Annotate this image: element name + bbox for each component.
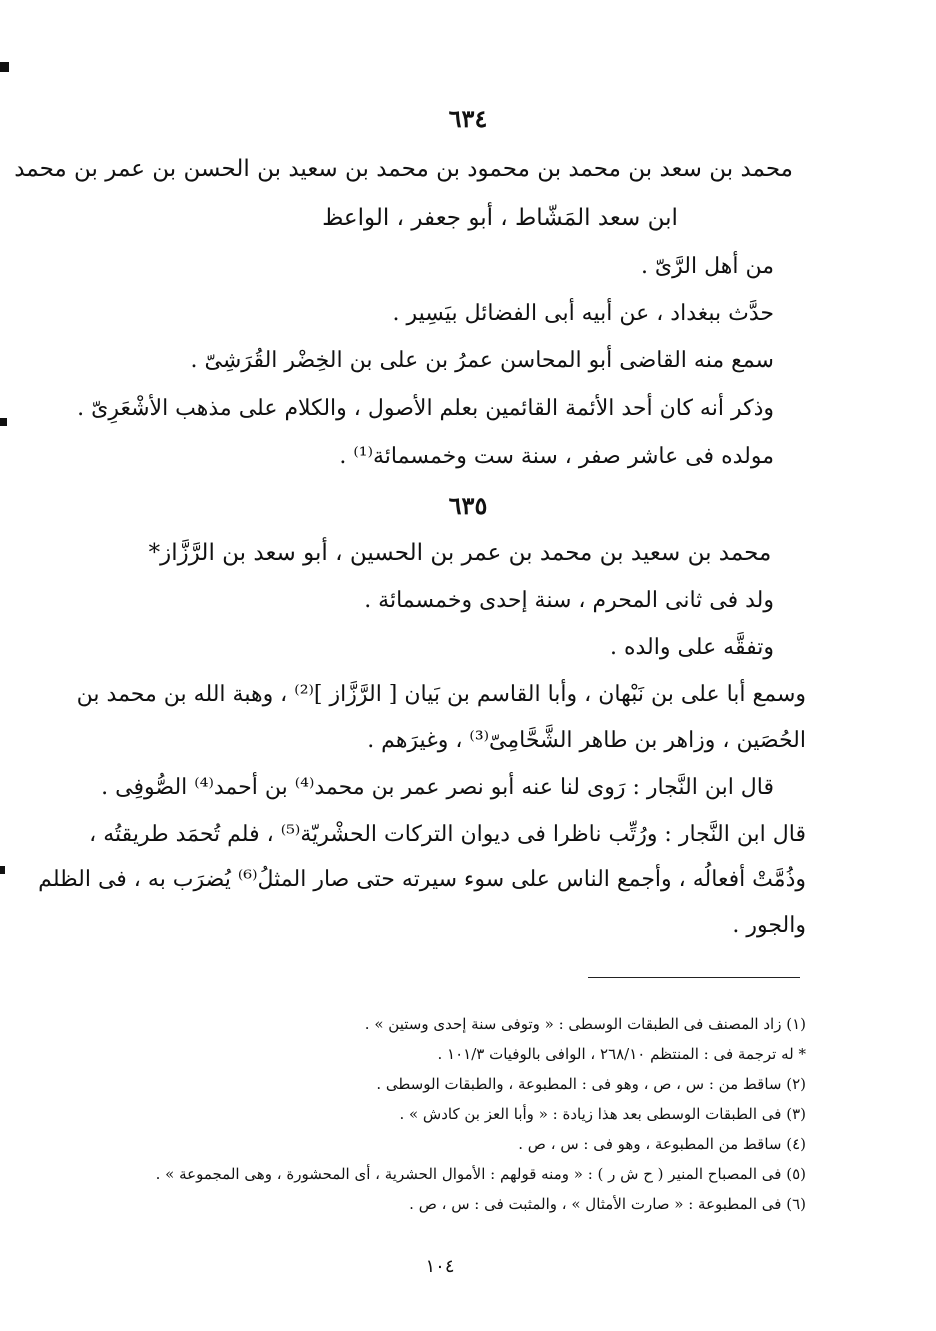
footnote: (٥) فى المصباح المنير ( ح ش ر ) : « ومنه قولهم : الأموال الحشرية ، أى المحشورة ، وهى المجموعة » . — [155, 1165, 806, 1183]
body-paragraph: الحُصَين ، وزاهر بن طاهر الشَّحَّامِىّ⁽³⁾ ، وغيرَهم . — [367, 728, 806, 753]
entry-title: محمد بن سعد بن محمد بن محمود بن محمد بن سعيد بن الحسن بن عمر بن محمد — [14, 156, 793, 182]
footnote-separator — [588, 977, 800, 978]
scan-mark — [0, 866, 5, 874]
page-number: ١٠٤ — [425, 1256, 455, 1277]
footnote: (٣) فى الطبقات الوسطى بعد هذا زيادة : « وأبا العز بن كادش » . — [399, 1105, 806, 1123]
footnote: (٢) ساقط من : س ، ص ، وهو فى : المطبوعة ، والطبقات الوسطى . — [376, 1075, 806, 1093]
body-paragraph: حدَّث ببغداد ، عن أبيه أبى الفضائل بيَسِير . — [392, 301, 774, 326]
body-paragraph: وذُمَّتْ أفعالُه ، وأجمع الناس على سوء سيرته حتى صار المثلُ⁽⁶⁾ يُضرَب به ، فى الظلم — [38, 867, 806, 892]
body-paragraph: والجور . — [732, 913, 806, 938]
entry-number: ٦٣٥ — [448, 491, 488, 520]
body-paragraph: ولد فى ثانى المحرم ، سنة إحدى وخمسمائة . — [364, 588, 774, 613]
entry-title: ابن سعد المَشّاط ، أبو جعفر ، الواعظ — [322, 205, 678, 231]
scan-mark — [0, 418, 7, 426]
body-paragraph: سمع منه القاضى أبو المحاسن عمرُ بن على بن الخِضْر القُرَشِىّ . — [190, 348, 774, 373]
body-paragraph: وسمع أبا على بن نَبْهان ، وأبا القاسم بن بَيان [ الرَّزَّاز ]⁽²⁾ ، وهبة الله بن محمد بن — [76, 682, 806, 707]
body-paragraph: قال ابن النَّجار : ورُتِّب ناظرا فى ديوان التركات الحشْريّة⁽⁵⁾ ، فلم تُحمَد طريقتُه ، — [89, 822, 806, 847]
body-paragraph: من أهل الرَّىّ . — [640, 254, 774, 279]
scan-mark — [0, 62, 9, 72]
footnote: (٤) ساقط من المطبوعة ، وهو فى : س ، ص . — [518, 1135, 806, 1153]
footnote: * له ترجمة فى : المنتظم ٢٦٨/١٠ ، الوافى بالوفيات ١٠١/٣ . — [437, 1045, 806, 1063]
body-paragraph: وذكر أنه كان أحد الأئمة القائمين بعلم الأصول ، والكلام على مذهب الأشْعَرِىّ . — [77, 396, 774, 421]
footnote: (٦) فى المطبوعة : « صارت الأمثال » ، والمثبت فى : س ، ص . — [409, 1195, 806, 1213]
footnote: (١) زاد المصنف فى الطبقات الوسطى : « وتوفى سنة إحدى وستين » . — [364, 1015, 806, 1033]
body-paragraph: مولده فى عاشر صفر ، سنة ست وخمسمائة⁽¹⁾ . — [339, 444, 774, 469]
body-paragraph: قال ابن النَّجار : رَوى لنا عنه أبو نصر عمر بن محمد⁽⁴⁾ بن أحمد⁽⁴⁾ الصُّوفِى . — [101, 775, 774, 800]
entry-title: محمد بن سعيد بن محمد بن عمر بن الحسين ، أبو سعد بن الرَّزَّاز* — [148, 540, 772, 566]
entry-number: ٦٣٤ — [448, 104, 488, 133]
body-paragraph: وتفقَّه على والده . — [609, 635, 774, 660]
